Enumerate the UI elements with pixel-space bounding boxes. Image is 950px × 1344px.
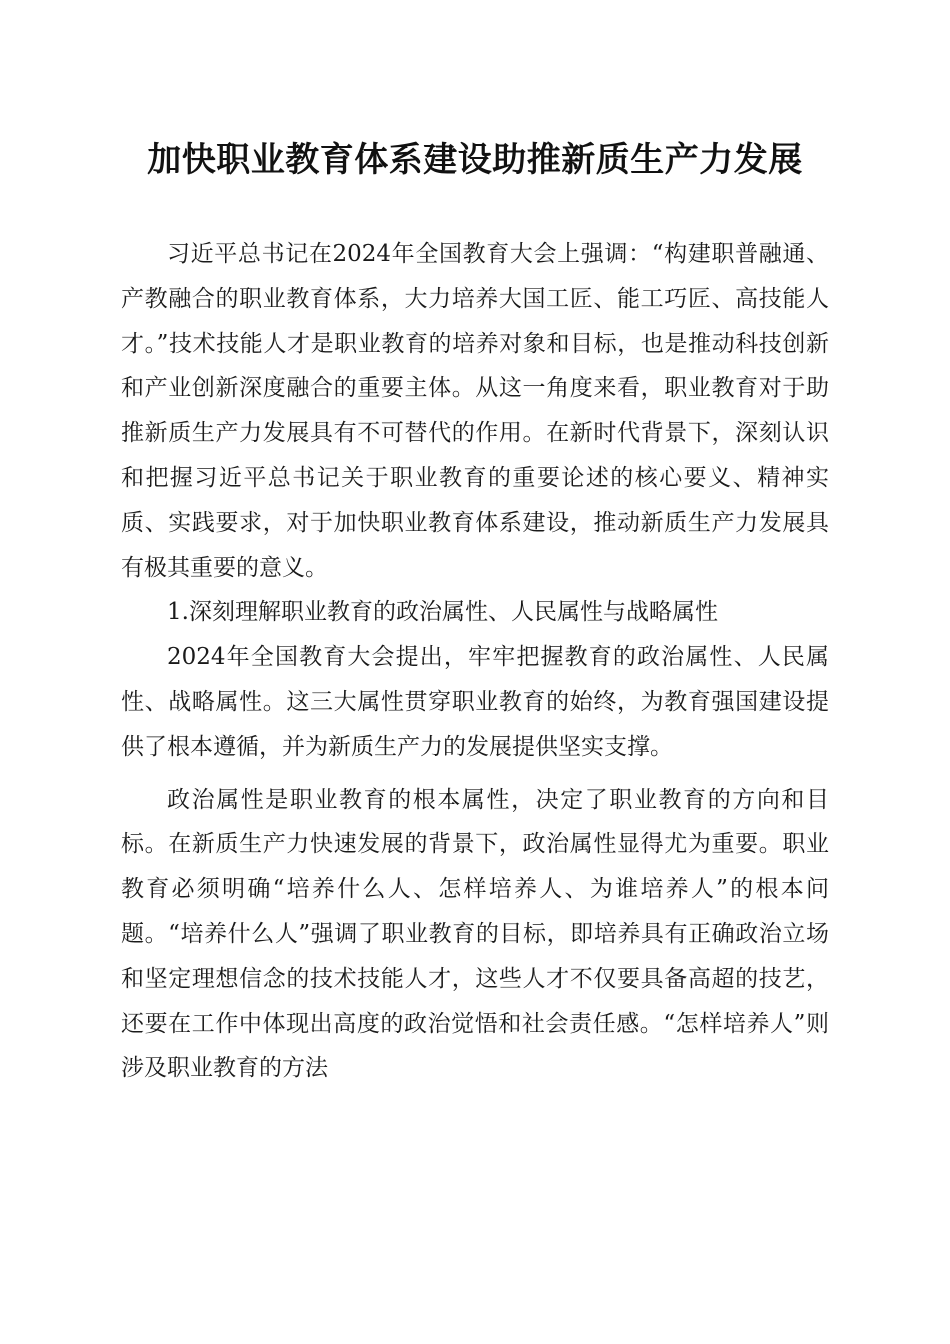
document-title: 加快职业教育体系建设助推新质生产力发展 (147, 140, 803, 180)
section-heading: 1.深刻理解职业教育的政治属性、人民属性与战略属性 (167, 599, 718, 626)
intro-paragraph: 习近平总书记在2024年全国教育大会上强调：“构建职普融通、产教融合的职业教育体系，大力培养大国工匠、能工巧匠、高技能人才。”技术技能人才是职业教育的培养对象和目标，也是推动科技创新和产业创新深度融合的重要主体。从这一角度来看，职业教育对于助推新质生产力发展具有不可替代的作用。在新时代背景下，深刻认识和把握习近平总书记关于职业教育的重要论述的核心要义、精神实质、实践要求，对于加快职业教育体系建设，推动新质生产力发展具有极其重要的意义。 (121, 241, 829, 581)
document-body (121, 232, 829, 1091)
body-paragraph: 政治属性是职业教育的根本属性，决定了职业教育的方向和目标。在新质生产力快速发展的背景下，政治属性显得尤为重要。职业教育必须明确“培养什么人、怎样培养人、为谁培养人”的根本问题。“培养什么人”强调了职业教育的目标，即培养具有正确政治立场和坚定理想信念的技术技能人才，这些人才不仅要具备高超的技艺，还要在工作中体现出高度的政治觉悟和社会责任感。“怎样培养人”则涉及职业教育的方法 (121, 786, 829, 1082)
body-paragraph: 2024年全国教育大会提出，牢牢把握教育的政治属性、人民属性、战略属性。这三大属性贯穿职业教育的始终，为教育强国建设提供了根本遵循，并为新质生产力的发展提供坚实支撑。 (121, 644, 829, 760)
